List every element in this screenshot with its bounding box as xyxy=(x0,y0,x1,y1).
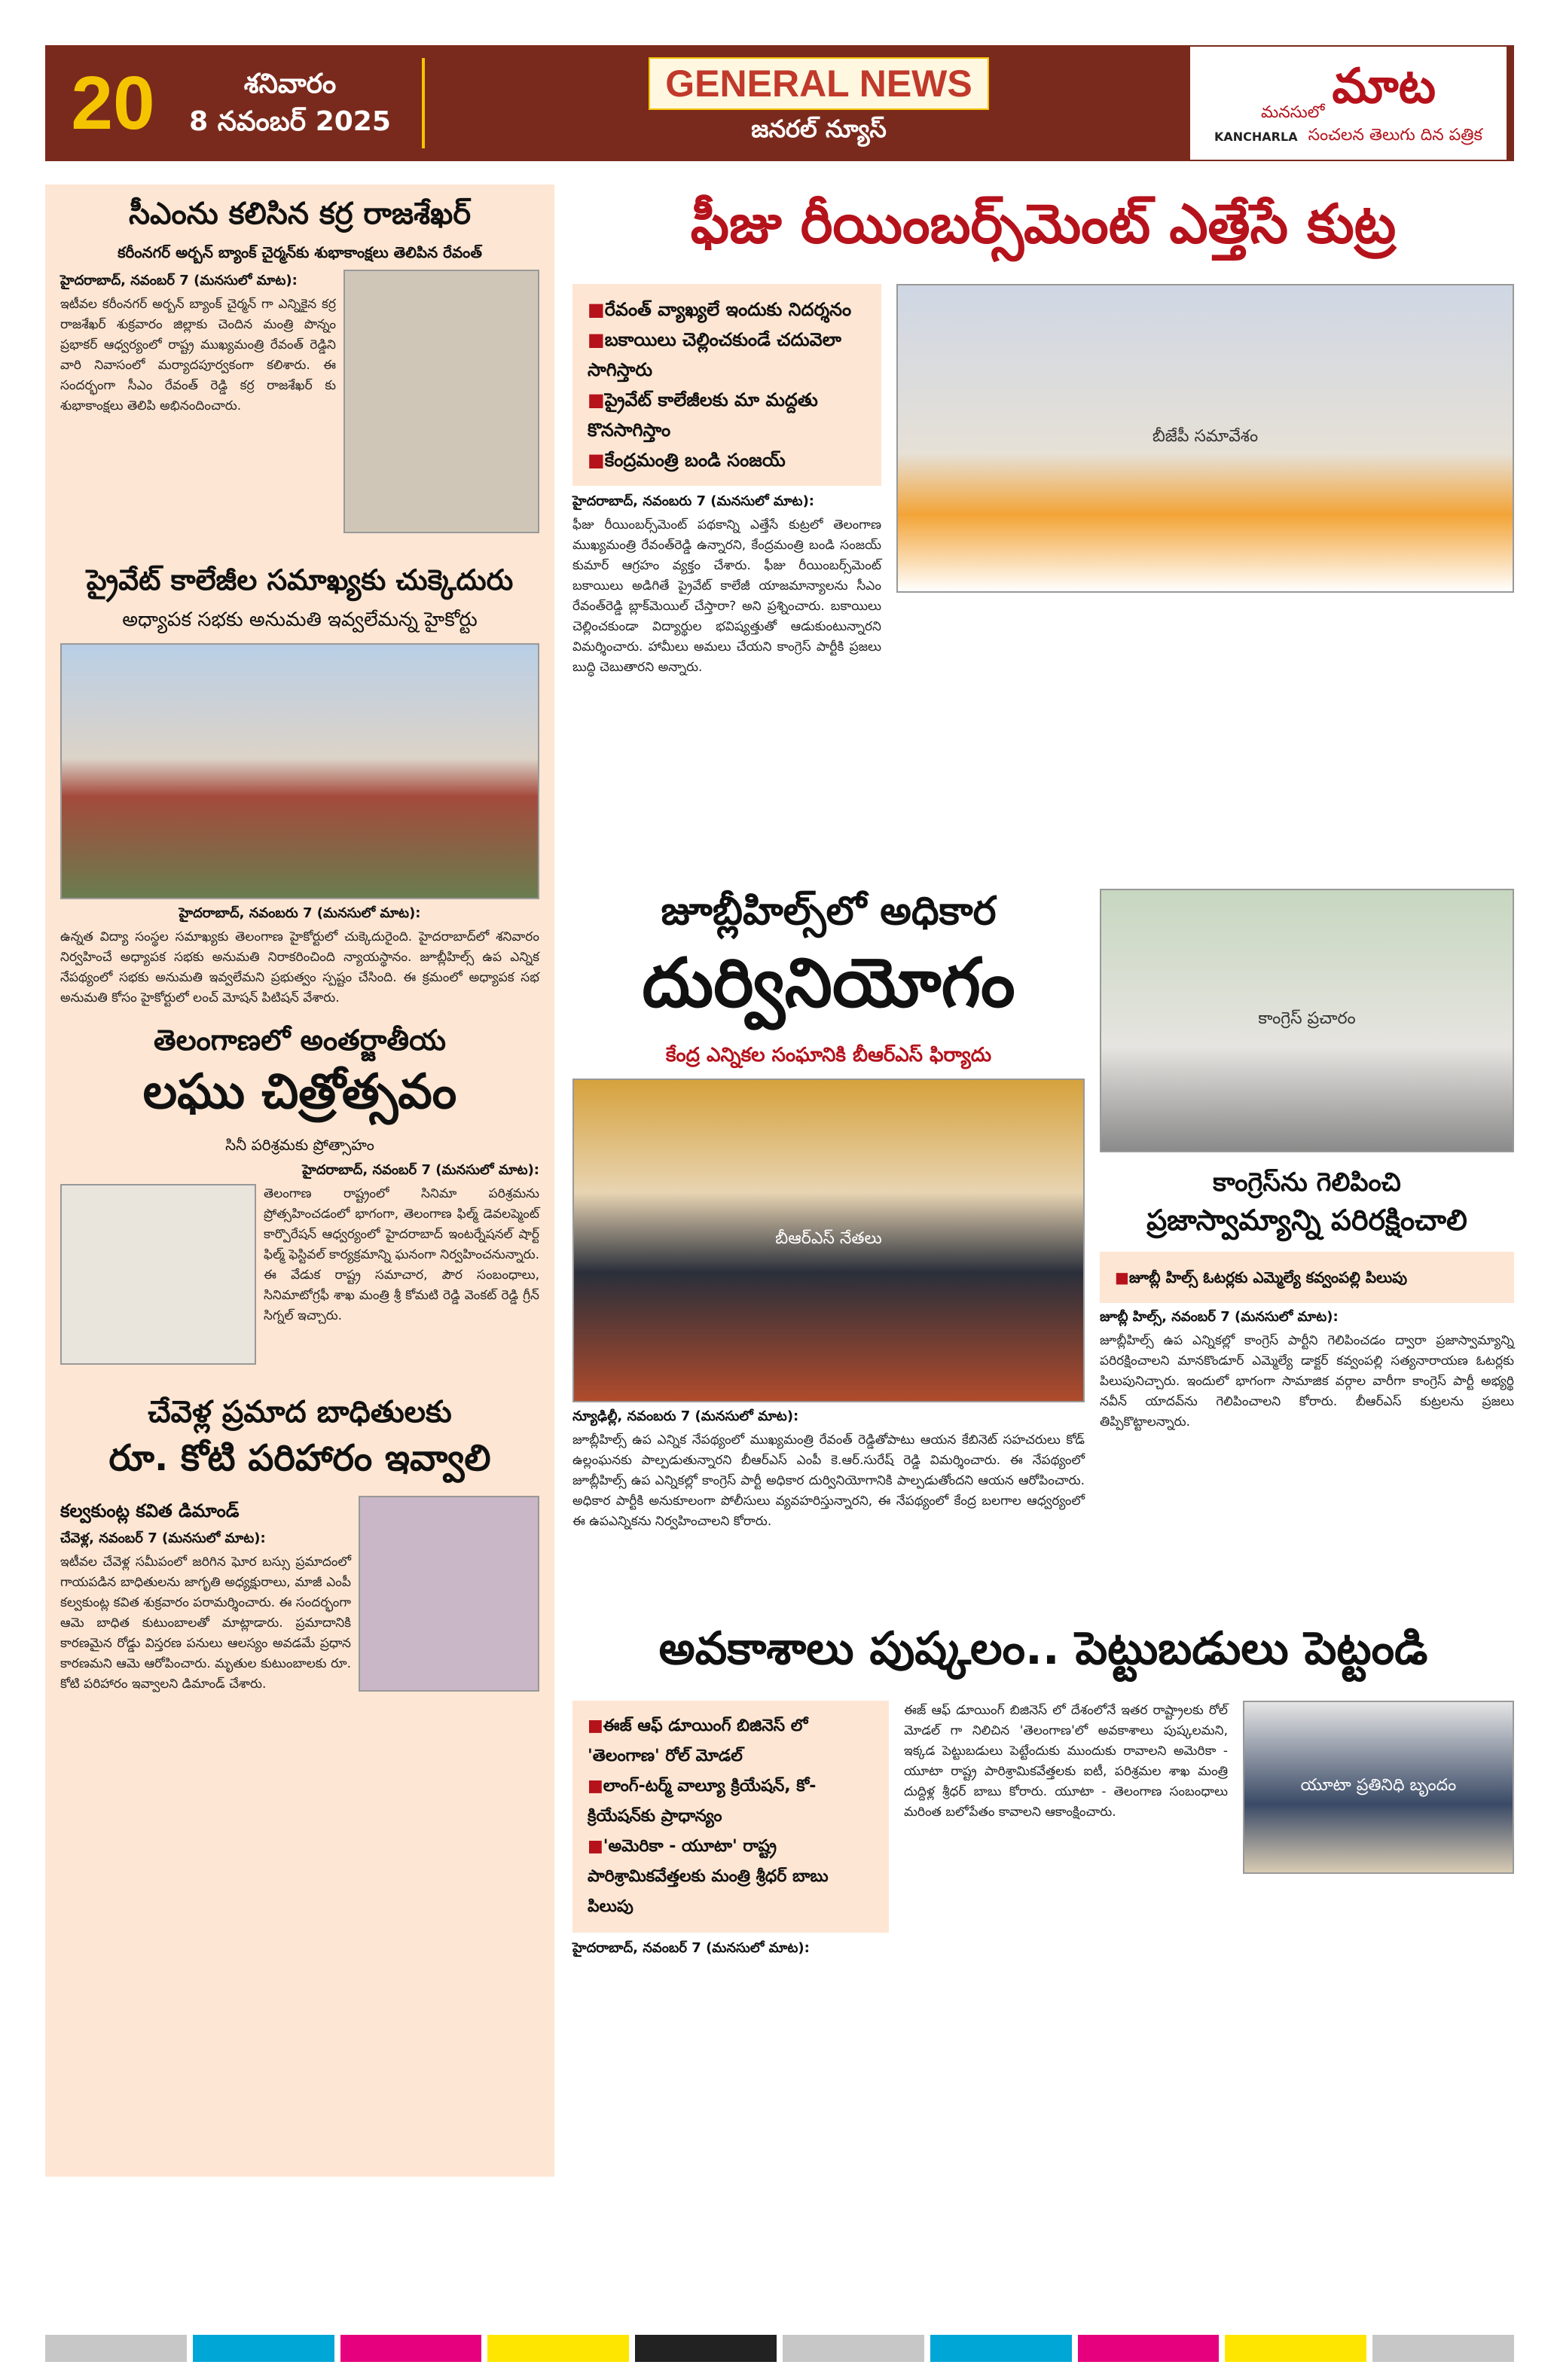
main-column xyxy=(572,185,1514,2177)
dateline: హైదరాబాద్, నవంబర్ 7 (మనసులో మాట): xyxy=(572,1940,810,1956)
headline: చేవెళ్ల ప్రమాద బాధితులకు xyxy=(148,1395,452,1430)
masthead xyxy=(45,45,1514,161)
day: శనివారం xyxy=(243,69,337,99)
section-en: GENERAL NEWS xyxy=(649,57,988,110)
subheading: కరీంనగర్ అర్బన్ బ్యాంక్ చైర్మన్‌కు శుభాకాంక్షలు తెలిపిన రేవంత్ xyxy=(118,243,482,261)
section-te: జనరల్ న్యూస్ xyxy=(751,114,887,143)
article-body: ఇటీవల కరీంనగర్ అర్బన్ బ్యాంక్ చైర్మన్ గా ఎన్నికైన కర్ర రాజశేఖర్ శుక్రవారం జిల్లాకు చెందిన మంత్రి పొన్నం ప్రభాకర్ ఆధ్వర్యంలో రాష్ట్ర ముఖ్యమంత్రి రేవంత్ రెడ్డిని వారి నివాసంలో మర్యాదపూర్వకంగా కలిశారు. ఈ సందర్భంగా సీఎం రేవంత్ రెడ్డి కర్ర రాజశేఖర్ కు శుభాకాంక్షలు తెలిపి అభినందించారు. xyxy=(60,297,336,413)
photo-cm-meeting xyxy=(343,270,539,533)
article-body: జూబ్లీహిల్స్ ఉప ఎన్నికల్లో కాంగ్రెస్ పార్టీని గెలిపించడం ద్వారా ప్రజాస్వామ్యాన్ని పరిరక్షించాలని మానకొండూర్ ఎమ్మెల్యే డాక్టర్ కవ్వంపల్లి సత్యనారాయణ ఓటర్లకు పిలుపునిచ్చారు. ఇందులో భాగంగా సామాజిక వర్గాల వారీగా కాంగ్రెస్ పార్టీ అభ్యర్థి నవీన్ యాదవ్‌ను గెలిపించాలని కోరారు. బీఆర్ఎస్ కుట్రలను ప్రజలు తిప్పికొట్టాలన్నారు. xyxy=(1100,1333,1514,1430)
article-body: ఇటీవల చేవెళ్ల సమీపంలో జరిగిన ఘోర బస్సు ప్రమాదంలో గాయపడిన బాధితులను జాగృతి అధ్యక్షురాలు, మాజీ ఎంపీ కల్వకుంట్ల కవిత శుక్రవారం పరామర్శించారు. ఈ సందర్భంగా ఆమె బాధిత కుటుంబాలతో మాట్లాడారు. ప్రమాదానికి కారణమైన రోడ్డు విస్తరణ పనులు ఆలస్యం అవడమే ప్రధాన కారణమని ఆమె ఆరోపించారు. మృతుల కుటుంబాలకు రూ. కోటి పరిహారం ఇవ్వాలని డిమాండ్ చేశారు. xyxy=(60,1555,351,1692)
article-body: జూబ్లీహిల్స్ ఉప ఎన్నిక నేపథ్యంలో ముఖ్యమంత్రి రేవంత్ రెడ్డితోపాటు ఆయన కేబినెట్ సహచరులు కోడ్ ఉల్లంఘనకు పాల్పడుతున్నారని బీఆర్ఎస్ ఎంపీ కె.ఆర్.సురేష్ రెడ్డి విమర్శించారు. ఈ నేపథ్యంలో జూబ్లీహిల్స్ ఉప ఎన్నికల్లో కాంగ్రెస్ పార్టీ అధికార దుర్వినియోగానికి పాల్పడుతోందని ఆయన ఆరోపించారు. అధికార పార్టీకి అనుకూలంగా పోలీసులు వ్యవహరిస్తున్నారని, ఈ నేపథ్యంలో కేంద్ర బలగాల ఆధ్వర్యంలో ఈ ఉపఎన్నికను నిర్వహించాలని కోరారు. xyxy=(572,1433,1085,1529)
dateline: జూబ్లీ హిల్స్, నవంబర్ 7 (మనసులో మాట): xyxy=(1100,1309,1339,1325)
dateline: హైదరాబాద్, నవంబర్ 7 (మనసులో మాట): xyxy=(302,1162,539,1178)
dateline: న్యూఢిల్లీ, నవంబరు 7 (మనసులో మాట): xyxy=(572,1408,799,1424)
color-registration-bar xyxy=(45,2335,1514,2362)
headline: ప్రజాస్వామ్యాన్ని పరిరక్షించాలి xyxy=(1146,1204,1467,1237)
dateline: హైదరాబాద్, నవంబరు 7 (మనసులో మాట): xyxy=(572,493,814,509)
headline: కాంగ్రెస్‌ను గెలిపించి xyxy=(1213,1167,1401,1198)
headline: రూ. కోటి పరిహారం ఇవ్వాలి xyxy=(108,1437,491,1479)
photo-congress-campaign: కాంగ్రెస్ ప్రచారం xyxy=(1100,889,1514,1152)
highlight-item: ■ లాంగ్-టర్మ్ వాల్యూ క్రియేషన్, కో-క్రియేషన్‌కు ప్రాధాన్యం xyxy=(588,1771,874,1832)
photo-minister xyxy=(60,1184,256,1365)
date-block xyxy=(181,66,399,141)
highlight-item: ■ జూబ్లీ హిల్స్ ఓటర్లకు ఎమ్మెల్యే కవ్వంపల్లి పిలుపు xyxy=(1115,1262,1499,1292)
divider xyxy=(422,58,425,148)
left-column xyxy=(45,185,554,2177)
logo-title: మాట xyxy=(1332,58,1436,114)
highlight-item: ■ 'అమెరికా - యూటా' రాష్ట్ర పారిశ్రామికవేత్తలకు మంత్రి శ్రీధర్ బాబు పిలుపు xyxy=(588,1832,874,1922)
headline: తెలంగాణలో అంతర్జాతీయ xyxy=(154,1024,446,1057)
photo-kavitha xyxy=(359,1496,539,1692)
highlight-item: ■ రేవంత్ వ్యాఖ్యలే ఇందుకు నిదర్శనం xyxy=(588,294,866,325)
dateline: హైదరాబాద్, నవంబరు 7 (మనసులో మాట): xyxy=(179,905,421,921)
highlights xyxy=(572,284,881,486)
headline: ప్రైవేట్ కాలేజీల సమాఖ్యకు చుక్కెదురు xyxy=(86,563,514,597)
photo-bjp-meeting: బీజేపీ సమావేశం xyxy=(896,284,1514,593)
article-body: ఉన్నత విద్యా సంస్థల సమాఖ్యకు తెలంగాణ హైకోర్టులో చుక్కెదురైంది. హైదరాబాద్‌లో శనివారం నిర్వహించే అధ్యాపక సభకు అనుమతి నిరాకరించింది న్యాయస్థానం. జూబ్లీహిల్స్ ఉప ఎన్నిక నేపథ్యంలో సభకు అనుమతి ఇవ్వలేమని ప్రభుత్వం స్పష్టం చేసింది. ఈ క్రమంలో అధ్యాపక సభ అనుమతి కోసం హైకోర్టులో లంచ్ మోషన్ పిటిషన్ వేశారు. xyxy=(60,929,539,1005)
headline: అవకాశాలు పుష్కలం.. పెట్టుబడులు పెట్టండి xyxy=(658,1622,1428,1675)
date: 8 నవంబర్ 2025 xyxy=(189,106,391,137)
highlight-item: ■ కేంద్రమంత్రి బండి సంజయ్ xyxy=(588,445,866,475)
highlight-item: ■ బకాయిలు చెల్లించకుండే చదువెలా సాగిస్తారు xyxy=(588,325,866,385)
subheading: కల్వకుంట్ల కవిత డిమాండ్ xyxy=(60,1500,240,1521)
logo-prefix: మనసులో xyxy=(1260,102,1325,122)
article-body: ఫీజు రీయింబర్స్‌మెంట్ పథకాన్ని ఎత్తేసే కుట్రలో తెలంగాణ ముఖ్యమంత్రి రేవంత్‌రెడ్డి ఉన్నారని, కేంద్రమంత్రి బండి సంజయ్ కుమార్ ఆగ్రహం వ్యక్తం చేశారు. ఫీజు రీయింబర్స్‌మెంట్ బకాయిలు అడిగితే ప్రైవేట్ కాలేజీ యాజమాన్యాలను సీఎం రేవంత్‌రెడ్డి బ్లాక్‌మెయిల్ చేస్తారా? అని ప్రశ్నించారు. బకాయిలు చెల్లించకుండా విద్యార్థుల భవిష్యత్తుతో ఆడుకుంటున్నారని విమర్శించారు. హామీలు అమలు చేయని కాంగ్రెస్ పార్టీకి ప్రజలు బుద్ధి చెబుతారని అన్నారు. xyxy=(572,517,881,675)
subheading: కేంద్ర ఎన్నికల సంఘానికి బీఆర్ఎస్ ఫిర్యాదు xyxy=(665,1044,992,1066)
photo-brs-leaders: బీఆర్ఎస్ నేతలు xyxy=(572,1079,1085,1402)
highlight-item: ■ ఈజ్ ఆఫ్ డూయింగ్ బిజినెస్ లో 'తెలంగాణ' రోల్ మోడల్ xyxy=(588,1711,874,1771)
photo-utah-delegation: యూటా ప్రతినిధి బృందం xyxy=(1243,1701,1514,1874)
subheading: సినీ పరిశ్రమకు ప్రోత్సాహం xyxy=(225,1136,374,1154)
page-number: 20 xyxy=(71,60,155,145)
photo-high-court xyxy=(60,643,539,899)
highlight-item: ■ ప్రైవేట్ కాలేజీలకు మా మద్దతు కొనసాగిస్తాం xyxy=(588,385,866,445)
headline: లఘు చిత్రోత్సవం xyxy=(142,1064,457,1120)
logo-name: KANCHARLA xyxy=(1214,130,1298,144)
logo-tagline: సంచలన తెలుగు దిన పత్రిక xyxy=(1308,125,1482,145)
headline: ఫీజు రీయింబర్స్‌మెంట్ ఎత్తేసే కుట్ర xyxy=(690,192,1397,255)
headline: దుర్వినియోగం xyxy=(642,944,1015,1023)
dateline: చేవెళ్ల, నవంబర్ 7 (మనసులో మాట): xyxy=(60,1530,266,1546)
dateline: హైదరాబాద్, నవంబర్ 7 (మనసులో మాట): xyxy=(60,273,298,288)
section-title xyxy=(447,57,1190,149)
highlights xyxy=(1100,1252,1514,1303)
highlights xyxy=(572,1701,889,1933)
subheading: అధ్యాపక సభకు అనుమతి ఇవ్వలేమన్న హైకోర్టు xyxy=(122,609,478,631)
logo xyxy=(1190,47,1507,160)
headline: జూబ్లీహిల్స్‌లో అధికార xyxy=(661,889,997,934)
article-body: తెలంగాణ రాష్ట్రంలో సినిమా పరిశ్రమను ప్రోత్సహించడంలో భాగంగా, తెలంగాణ ఫిల్మ్ డెవలప్మెంట్ కార్పొరేషన్ ఆధ్వర్యంలో హైదరాబాద్ ఇంటర్నేషనల్ షార్ట్ ఫిల్మ్ ఫెస్టివల్ కార్యక్రమాన్ని ఘనంగా నిర్వహించనున్నారు. ఈ వేడుక రాష్ట్ర సమాచార, పౌర సంబంధాలు, సినిమాటోగ్రఫీ శాఖ మంత్రి శ్రీ కోమటి రెడ్డి వెంకట్ రెడ్డి గ్రీన్ సిగ్నల్ ఇచ్చారు. xyxy=(264,1186,539,1323)
article-body: ఈజ్ ఆఫ్ డూయింగ్ బిజినెస్ లో దేశంలోనే ఇతర రాష్ట్రాలకు రోల్ మోడల్ గా నిలిచిన 'తెలంగాణ'లో అవకాశాలు పుష్కలమని, ఇక్కడ పెట్టుబడులు పెట్టేందుకు ముందుకు రావాలని అమెరికా - యూటా రాష్ట్ర పారిశ్రామికవేత్తలకు ఐటీ, పరిశ్రమల శాఖ మంత్రి దుద్దిళ్ల శ్రీధర్ బాబు కోరారు. యూటా - తెలంగాణ సంబంధాలు మరింత బలోపేతం కావాలని ఆకాంక్షించారు. xyxy=(904,1703,1228,1820)
headline: సీఎంను కలిసిన కర్ర రాజశేఖర్ xyxy=(128,197,472,231)
